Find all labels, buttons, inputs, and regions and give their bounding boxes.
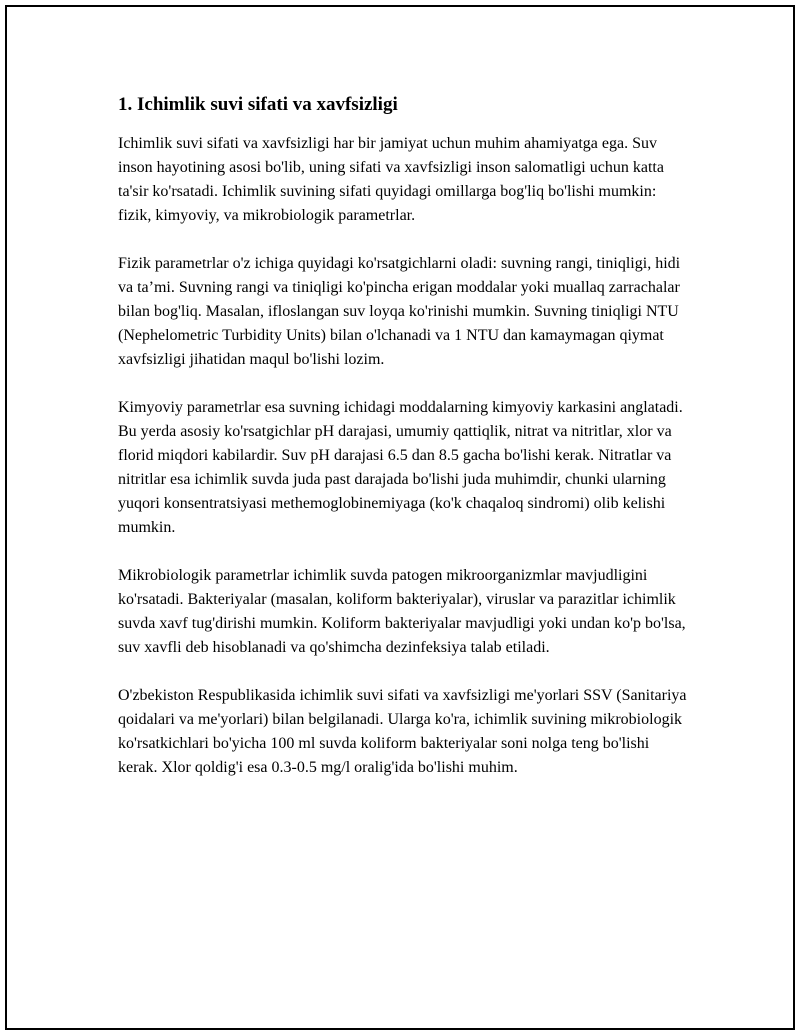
paragraph-chemical-parameters: Kimyoviy parametrlar esa suvning ichidagi moddalarning kimyoviy karkasini anglatadi. Bu yerda asosiy ko'rsatgichlar pH darajasi, umumiy qattiqlik, nitrat va nitritlar, xlor va florid miqdori kabilardir. Suv pH darajasi 6.5 dan 8.5 gacha bo'lishi kerak. Nitratlar va nitritlar esa ichimlik suvda juda past darajada bo'lishi juda muhimdir, chunki ularning yuqori konsentratsiyasi methemoglobinemiyaga (ko'k chaqaloq sindromi) olib kelishi mumkin. <box>118 399 683 536</box>
paragraph-intro: Ichimlik suvi sifati va xavfsizligi har bir jamiyat uchun muhim ahamiyatga ega. Suv inson hayotining asosi bo'lib, uning sifati va xavfsizligi inson salomatligi uchun katta ta'sir ko'rsatadi. Ichimlik suvining sifati quyidagi omillarga bog'liq bo'lishi mumkin: fizik, kimyoviy, va mikrobiologik parametrlar. <box>118 135 664 224</box>
paragraph-uzbekistan-standards: O'zbekiston Respublikasida ichimlik suvi sifati va xavfsizligi me'yorlari SSV (Sanitariya qoidalari va me'yorlari) bilan belgilanadi. Ularga ko'ra, ichimlik suvining mikrobiologik ko'rsatkichlari bo'yicha 100 ml suvda koliform bakteriyalar soni nolga teng bo'lishi kerak. Xlor qoldig'i esa 0.3-0.5 mg/l oralig'ida bo'lishi muhim. <box>118 687 687 776</box>
paragraph-physical-parameters: Fizik parametrlar o'z ichiga quyidagi ko'rsatgichlarni oladi: suvning rangi, tiniqligi, hidi va ta’mi. Suvning rangi va tiniqligi ko'pincha erigan moddalar yoki muallaq zarrachalar bilan bog'liq. Masalan, ifloslangan suv loyqa ko'rinishi mumkin. Suvning tiniqligi NTU (Nephelometric Turbidity Units) bilan o'lchanadi va 1 NTU dan kamaymagan qiymat xavfsizligi jihatidan maqul bo'lishi lozim. <box>118 255 681 368</box>
document-body <box>118 92 688 804</box>
paragraph-microbiological-parameters: Mikrobiologik parametrlar ichimlik suvda patogen mikroorganizmlar mavjudligini ko'rsatadi. Bakteriyalar (masalan, koliform bakteriyalar), viruslar va parazitlar ichimlik suvda xavf tug'dirishi mumkin. Koliform bakteriyalar mavjudligi yoki undan ko'p bo'lsa, suv xavfli deb hisoblanadi va qo'shimcha dezinfeksiya talab etiladi. <box>118 567 686 656</box>
section-heading: 1. Ichimlik suvi sifati va xavfsizligi <box>118 94 398 115</box>
